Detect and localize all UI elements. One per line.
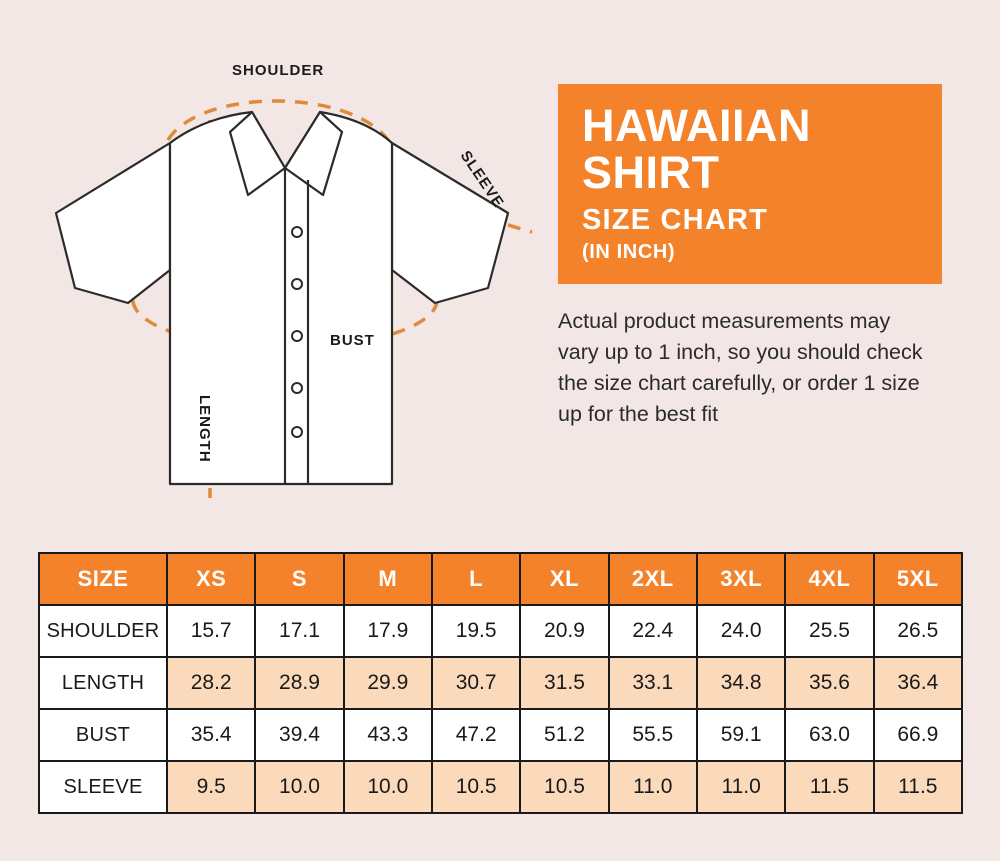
- cell-shoulder-l: 19.5: [432, 605, 520, 657]
- page-title-line2: SHIRT: [582, 147, 720, 199]
- cell-bust-4xl: 63.0: [785, 709, 873, 761]
- info-panel: [558, 84, 942, 431]
- table-row: [39, 605, 962, 657]
- table-row: [39, 657, 962, 709]
- title-box: [558, 84, 942, 284]
- cell-bust-s: 39.4: [255, 709, 343, 761]
- shirt-drawing: [56, 112, 508, 484]
- cell-shoulder-s: 17.1: [255, 605, 343, 657]
- label-shoulder: SHOULDER: [232, 62, 325, 79]
- table-header-row: [39, 553, 962, 605]
- cell-shoulder-xs: 15.7: [167, 605, 255, 657]
- header-cell-4xl: 4XL: [785, 553, 873, 605]
- cell-bust-xl: 51.2: [520, 709, 608, 761]
- cell-shoulder-5xl: 26.5: [874, 605, 962, 657]
- cell-sleeve-xl: 10.5: [520, 761, 608, 813]
- cell-bust-l: 47.2: [432, 709, 520, 761]
- unit-label: (IN INCH): [582, 240, 676, 263]
- row-label-shoulder: SHOULDER: [39, 605, 167, 657]
- cell-sleeve-s: 10.0: [255, 761, 343, 813]
- cell-sleeve-4xl: 11.5: [785, 761, 873, 813]
- header-cell-3xl: 3XL: [697, 553, 785, 605]
- cell-length-xs: 28.2: [167, 657, 255, 709]
- cell-sleeve-2xl: 11.0: [609, 761, 697, 813]
- cell-bust-xs: 35.4: [167, 709, 255, 761]
- cell-sleeve-3xl: 11.0: [697, 761, 785, 813]
- header-cell-xs: XS: [167, 553, 255, 605]
- size-chart-table-wrapper: [38, 552, 963, 814]
- row-label-sleeve: SLEEVE: [39, 761, 167, 813]
- cell-shoulder-2xl: 22.4: [609, 605, 697, 657]
- page-title-line1: HAWAIIAN: [582, 100, 811, 151]
- header-cell-xl: XL: [520, 553, 608, 605]
- label-bust: BUST: [330, 332, 375, 349]
- shirt-illustration: [20, 20, 540, 520]
- cell-shoulder-xl: 20.9: [520, 605, 608, 657]
- page-subtitle: SIZE CHART: [582, 203, 768, 236]
- header-cell-2xl: 2XL: [609, 553, 697, 605]
- header-cell-l: L: [432, 553, 520, 605]
- cell-bust-3xl: 59.1: [697, 709, 785, 761]
- cell-length-s: 28.9: [255, 657, 343, 709]
- cell-bust-m: 43.3: [344, 709, 432, 761]
- label-length: LENGTH: [196, 395, 213, 463]
- cell-sleeve-xs: 9.5: [167, 761, 255, 813]
- table-row: [39, 761, 962, 813]
- cell-shoulder-3xl: 24.0: [697, 605, 785, 657]
- cell-sleeve-m: 10.0: [344, 761, 432, 813]
- cell-bust-2xl: 55.5: [609, 709, 697, 761]
- cell-length-3xl: 34.8: [697, 657, 785, 709]
- header-cell-5xl: 5XL: [874, 553, 962, 605]
- row-label-bust: BUST: [39, 709, 167, 761]
- measurement-note: Actual product measurements may vary up to 1 inch, so you should check the size chart carefully, or order 1 size up for the best fit: [558, 308, 923, 427]
- cell-sleeve-5xl: 11.5: [874, 761, 962, 813]
- header-cell-size: SIZE: [39, 553, 167, 605]
- cell-length-2xl: 33.1: [609, 657, 697, 709]
- cell-shoulder-m: 17.9: [344, 605, 432, 657]
- cell-length-l: 30.7: [432, 657, 520, 709]
- cell-length-m: 29.9: [344, 657, 432, 709]
- cell-shoulder-4xl: 25.5: [785, 605, 873, 657]
- cell-bust-5xl: 66.9: [874, 709, 962, 761]
- table-row: [39, 709, 962, 761]
- label-sleeve: SLEEVE: [456, 147, 508, 212]
- header-cell-s: S: [255, 553, 343, 605]
- size-chart-table: [38, 552, 963, 814]
- cell-sleeve-l: 10.5: [432, 761, 520, 813]
- row-label-length: LENGTH: [39, 657, 167, 709]
- cell-length-5xl: 36.4: [874, 657, 962, 709]
- cell-length-4xl: 35.6: [785, 657, 873, 709]
- cell-length-xl: 31.5: [520, 657, 608, 709]
- header-cell-m: M: [344, 553, 432, 605]
